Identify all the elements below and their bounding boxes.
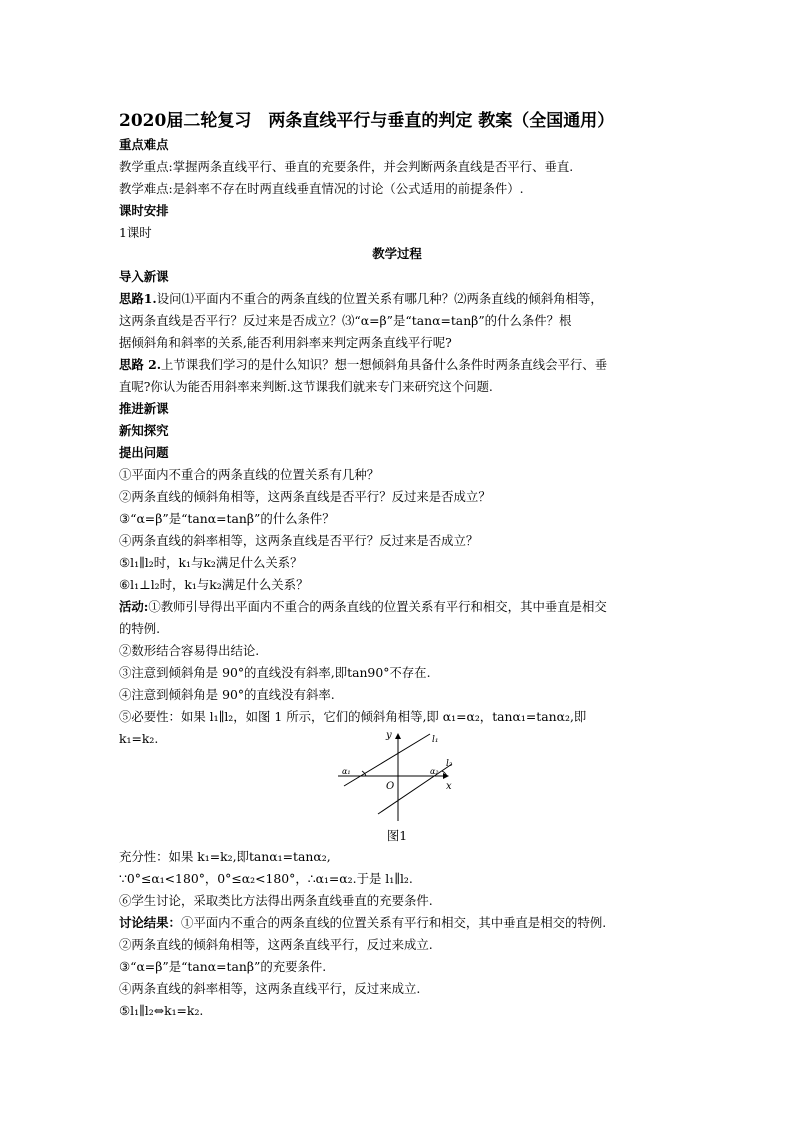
teaching-difficulty: 教学难点:是斜率不存在时两直线垂直情况的讨论（公式适用的前提条件）. [119,181,524,196]
sufficiency-line1: 充分性：如果 k₁=k₂,即tanα₁=tanα₂, [119,849,331,864]
idea2-label: 思路 2. [119,357,162,372]
result-label: 讨论结果： [119,915,181,930]
idea1-label: 思路1. [119,291,157,306]
line-l2-label: l₂ [446,759,453,769]
question-4: ④两条直线的斜率相等，这两条直线是否平行？反过来是否成立？ [119,533,479,548]
question-3: ③“α=β”是“tanα=tanβ”的什么条件？ [119,511,335,526]
figure-caption: 图1 [386,828,408,843]
teaching-focus: 教学重点:掌握两条直线平行、垂直的充要条件，并会判断两条直线是否平行、垂直. [119,159,574,174]
sufficiency-line2: ∵0°≤α₁<180°，0°≤α₂<180°，∴α₁=α₂.于是 l₁∥l₂. [119,871,413,886]
question-2: ②两条直线的倾斜角相等，这两条直线是否平行？反过来是否成立？ [119,489,491,504]
question-heading: 提出问题 [119,445,169,460]
angle-1-label: α₁ [342,767,351,776]
question-6: ⑥l₁⊥l₂时，k₁与k₂满足什么关系？ [119,577,309,592]
result-4: ④两条直线的斜率相等，这两条直线平行，反过来成立. [119,981,421,996]
angle-arc-2 [442,771,447,776]
process-heading: 教学过程 [372,246,422,261]
result-3: ③“α=β”是“tanα=tanβ”的充要条件. [119,959,327,974]
idea2-line2: 直呢?你认为能否用斜率来判断.这节课我们就来专门来研究这个问题. [119,379,493,394]
line-l1 [344,734,430,786]
line-l1-label: l₁ [432,735,439,745]
intro-heading: 导入新课 [119,269,169,284]
activity-4: ④注意到倾斜角是 90°的直线没有斜率. [119,687,335,702]
x-axis-label: x [446,781,452,792]
idea1-line1: 思路1.设问⑴平面内不重合的两条直线的位置关系有哪几种？⑵两条直线的倾斜角相等， [119,291,603,306]
activity-label: 活动: [119,599,149,614]
schedule-heading: 课时安排 [119,203,169,218]
activity-5-line2: k₁=k₂. [119,731,159,746]
question-1: ①平面内不重合的两条直线的位置关系有几种？ [119,467,380,482]
idea2-line1: 思路 2.上节课我们学习的是什么知识？想一想倾斜角具备什么条件时两条直线会平行、垂 [119,357,608,372]
figure-1-diagram [330,726,470,826]
activity-5-line1: ⑤必要性：如果 l₁∥l₂，如图 1 所示，它们的倾斜角相等,即 α₁=α₂，tanα₁=tanα₂,即 [119,709,587,724]
angle-2-label: α₂ [430,767,439,776]
result-5: ⑤l₁∥l₂⇔k₁=k₂. [119,1003,204,1018]
advance-heading: 推进新课 [119,401,169,416]
activity-line1: 活动:①教师引导得出平面内不重合的两条直线的位置关系有平行和相交，其中垂直是相交 [119,599,607,614]
origin-label: O [386,781,395,792]
result-1: 讨论结果：①平面内不重合的两条直线的位置关系有平行和相交，其中垂直是相交的特例. [119,915,607,930]
activity-line2: 的特例. [119,621,161,636]
idea1-line2: 这两条直线是否平行？反过来是否成立？⑶“α=β”是“tanα=tanβ”的什么条件？根 [119,313,572,328]
explore-heading: 新知探究 [119,423,169,438]
activity-6: ⑥学生讨论，采取类比方法得出两条直线垂直的充要条件. [119,893,433,908]
result-2: ②两条直线的倾斜角相等，这两条直线平行，反过来成立. [119,937,433,952]
question-5: ⑤l₁∥l₂时，k₁与k₂满足什么关系？ [119,555,303,570]
page-title: 2020届二轮复习 两条直线平行与垂直的判定 教案（全国通用） [119,111,615,131]
schedule-value: 1课时 [119,225,152,240]
y-axis-label: y [386,730,392,741]
activity-3: ③注意到倾斜角是 90°的直线没有斜率,即tan90°不存在. [119,665,431,680]
key-points-heading: 重点难点 [119,137,169,152]
idea1-line3: 据倾斜角和斜率的关系,能否利用斜率来判定两条直线平行呢? [119,335,452,350]
activity-2: ②数形结合容易得出结论. [119,643,260,658]
